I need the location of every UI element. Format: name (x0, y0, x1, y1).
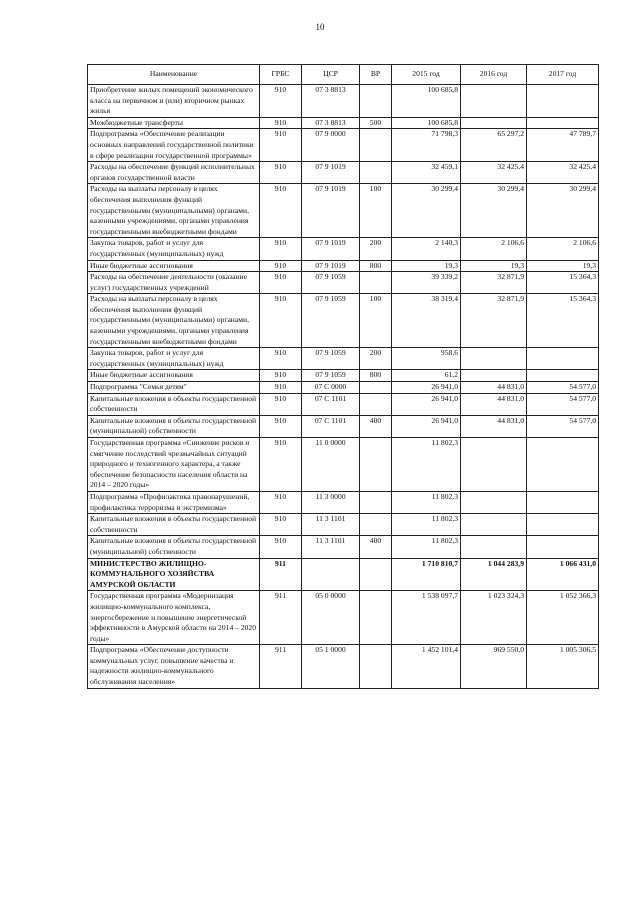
cell-grbs: 910 (260, 294, 302, 348)
header-csr: ЦСР (302, 65, 360, 85)
cell-2015: 1 452 101,4 (392, 645, 461, 688)
cell-vr (360, 438, 392, 492)
cell-csr (302, 558, 360, 591)
cell-2016: 44 831,0 (461, 393, 527, 415)
cell-vr (360, 382, 392, 394)
cell-csr: 07 9 1019 (302, 162, 360, 184)
table-row (88, 415, 599, 437)
cell-csr: 05 1 0000 (302, 645, 360, 688)
cell-grbs: 910 (260, 514, 302, 536)
cell-2015: 100 685,8 (392, 117, 461, 129)
cell-2015: 11 802,3 (392, 536, 461, 558)
cell-vr (360, 272, 392, 294)
cell-csr: 07 С 0000 (302, 382, 360, 394)
table-row (88, 514, 599, 536)
cell-2017: 15 364,3 (527, 294, 599, 348)
cell-csr: 07 9 1019 (302, 260, 360, 272)
cell-grbs: 910 (260, 184, 302, 238)
cell-2015: 1 710 810,7 (392, 558, 461, 591)
cell-name: Государственная программа «Снижение рисков и смягчение последствий чрезвычайных ситуаций природного и техногенного характера, а также обеспечение безопасности населения области на 2014 – 2020 годы» (88, 438, 260, 492)
header-2015: 2015 год (392, 65, 461, 85)
cell-name: Подпрограмма "Семья детям" (88, 382, 260, 394)
cell-name: Капитальные вложения в объекты государственной собственности (88, 393, 260, 415)
cell-vr (360, 558, 392, 591)
cell-vr: 200 (360, 238, 392, 260)
cell-csr: 07 9 1059 (302, 294, 360, 348)
cell-grbs: 911 (260, 558, 302, 591)
cell-2015: 30 299,4 (392, 184, 461, 238)
cell-csr: 07 3 8813 (302, 85, 360, 118)
cell-2015: 61,2 (392, 370, 461, 382)
cell-2016: 969 550,0 (461, 645, 527, 688)
cell-2015: 11 802,3 (392, 514, 461, 536)
cell-2017 (527, 438, 599, 492)
cell-vr: 800 (360, 370, 392, 382)
cell-2015: 19,3 (392, 260, 461, 272)
cell-2017: 54 577,0 (527, 393, 599, 415)
cell-2016 (461, 348, 527, 370)
cell-2015: 100 685,8 (392, 85, 461, 118)
cell-grbs: 910 (260, 162, 302, 184)
cell-vr (360, 393, 392, 415)
cell-grbs: 910 (260, 85, 302, 118)
cell-grbs: 910 (260, 260, 302, 272)
table-body (88, 85, 599, 689)
cell-2017: 54 577,0 (527, 415, 599, 437)
cell-2016: 1 044 283,9 (461, 558, 527, 591)
cell-csr: 07 9 1059 (302, 272, 360, 294)
cell-grbs: 910 (260, 536, 302, 558)
cell-2016 (461, 438, 527, 492)
cell-vr (360, 129, 392, 162)
cell-2016 (461, 491, 527, 513)
table-row (88, 645, 599, 688)
cell-vr (360, 162, 392, 184)
cell-2016: 32 871,9 (461, 272, 527, 294)
table-header-row (88, 65, 599, 85)
cell-vr (360, 514, 392, 536)
cell-2016: 2 106,6 (461, 238, 527, 260)
cell-vr (360, 591, 392, 645)
cell-2015: 26 941,0 (392, 382, 461, 394)
cell-csr: 07 9 1059 (302, 348, 360, 370)
cell-name: Закупка товаров, работ и услуг для государственных (муниципальных) нужд (88, 348, 260, 370)
cell-2016: 32 871,9 (461, 294, 527, 348)
cell-name: Расходы на выплаты персоналу в целях обеспечения выполнения функций государственными (муниципальными) органами, казенными учреждениями, органами управления государственными внебюджетными фондами (88, 184, 260, 238)
table-row (88, 536, 599, 558)
header-name: Наименование (88, 65, 260, 85)
cell-vr: 100 (360, 294, 392, 348)
cell-csr: 07 С 1101 (302, 415, 360, 437)
cell-grbs: 910 (260, 272, 302, 294)
cell-2017: 1 005 306,5 (527, 645, 599, 688)
table-row (88, 162, 599, 184)
cell-grbs: 910 (260, 491, 302, 513)
cell-2016: 44 831,0 (461, 415, 527, 437)
table-row (88, 129, 599, 162)
cell-csr: 07 9 1059 (302, 370, 360, 382)
cell-2017: 1 052 366,3 (527, 591, 599, 645)
cell-grbs: 910 (260, 393, 302, 415)
cell-name: Капитальные вложения в объекты государственной (муниципальной) собственности (88, 536, 260, 558)
cell-grbs: 910 (260, 370, 302, 382)
page-number: 10 (315, 22, 325, 32)
cell-csr: 07 3 8813 (302, 117, 360, 129)
cell-grbs: 910 (260, 238, 302, 260)
header-2017: 2017 год (527, 65, 599, 85)
cell-vr (360, 491, 392, 513)
cell-csr: 07 9 1019 (302, 184, 360, 238)
table-row (88, 382, 599, 394)
cell-2015: 26 941,0 (392, 415, 461, 437)
cell-name: Межбюджетные трансферты (88, 117, 260, 129)
cell-grbs: 910 (260, 382, 302, 394)
cell-name: Капитальные вложения в объекты государственной (муниципальной) собственности (88, 415, 260, 437)
cell-2016 (461, 85, 527, 118)
cell-grbs: 910 (260, 438, 302, 492)
cell-2016: 44 831,0 (461, 382, 527, 394)
cell-2017 (527, 536, 599, 558)
cell-vr: 800 (360, 260, 392, 272)
cell-2017: 15 364,3 (527, 272, 599, 294)
header-grbs: ГРБС (260, 65, 302, 85)
cell-grbs: 910 (260, 348, 302, 370)
cell-2015: 1 538 097,7 (392, 591, 461, 645)
table-row (88, 260, 599, 272)
table-row (88, 491, 599, 513)
cell-grbs: 910 (260, 415, 302, 437)
cell-csr: 05 0 0000 (302, 591, 360, 645)
cell-2017: 2 106,6 (527, 238, 599, 260)
table-row (88, 184, 599, 238)
cell-name: МИНИСТЕРСТВО ЖИЛИЩНО-КОММУНАЛЬНОГО ХОЗЯЙСТВА АМУРСКОЙ ОБЛАСТИ (88, 558, 260, 591)
table-row (88, 117, 599, 129)
cell-2016: 65 297,2 (461, 129, 527, 162)
cell-name: Расходы на обеспечение функций исполнительных органов государственной власти (88, 162, 260, 184)
table-row (88, 591, 599, 645)
table-row (88, 438, 599, 492)
cell-2015: 71 798,3 (392, 129, 461, 162)
cell-2015: 11 802,3 (392, 438, 461, 492)
cell-2017: 54 577,0 (527, 382, 599, 394)
cell-csr: 11 0 0000 (302, 438, 360, 492)
cell-vr (360, 645, 392, 688)
cell-2016 (461, 370, 527, 382)
cell-2017: 30 299,4 (527, 184, 599, 238)
cell-2017: 47 789,7 (527, 129, 599, 162)
table-row (88, 294, 599, 348)
budget-table (87, 64, 599, 689)
cell-2016 (461, 117, 527, 129)
cell-2015: 11 802,3 (392, 491, 461, 513)
cell-vr: 200 (360, 348, 392, 370)
cell-grbs: 911 (260, 591, 302, 645)
cell-2015: 26 941,0 (392, 393, 461, 415)
cell-csr: 11 3 1101 (302, 514, 360, 536)
cell-2017: 1 066 431,0 (527, 558, 599, 591)
header-vr: ВР (360, 65, 392, 85)
cell-vr: 100 (360, 184, 392, 238)
cell-name: Расходы на обеспечение деятельности (оказание услуг) государственных учреждений (88, 272, 260, 294)
cell-name: Закупка товаров, работ и услуг для государственных (муниципальных) нужд (88, 238, 260, 260)
cell-name: Иные бюджетные ассигнования (88, 260, 260, 272)
cell-name: Расходы на выплаты персоналу в целях обеспечения выполнения функций государственными (муниципальными) органами, казенными учреждениями, органами управления государственными внебюджетными фондами (88, 294, 260, 348)
cell-2016 (461, 514, 527, 536)
table-row (88, 348, 599, 370)
cell-2016: 19,3 (461, 260, 527, 272)
cell-grbs: 911 (260, 645, 302, 688)
cell-2015: 32 459,1 (392, 162, 461, 184)
table-row (88, 370, 599, 382)
cell-csr: 07 9 1019 (302, 238, 360, 260)
table-row (88, 272, 599, 294)
table-row (88, 238, 599, 260)
cell-2016: 32 425,4 (461, 162, 527, 184)
table-row (88, 393, 599, 415)
cell-2015: 2 140,3 (392, 238, 461, 260)
cell-2017 (527, 370, 599, 382)
cell-csr: 07 9 0000 (302, 129, 360, 162)
cell-2015: 39 339,2 (392, 272, 461, 294)
cell-name: Иные бюджетные ассигнования (88, 370, 260, 382)
cell-csr: 07 С 1101 (302, 393, 360, 415)
cell-vr: 400 (360, 415, 392, 437)
cell-2017 (527, 514, 599, 536)
table-row (88, 85, 599, 118)
cell-vr: 500 (360, 117, 392, 129)
cell-name: Подпрограмма «Профилактика правонарушений, профилактика терроризма и экстремизма» (88, 491, 260, 513)
cell-name: Капитальные вложения в объекты государственной собственности (88, 514, 260, 536)
cell-2017: 32 425,4 (527, 162, 599, 184)
cell-vr: 400 (360, 536, 392, 558)
cell-csr: 11 3 0000 (302, 491, 360, 513)
cell-2016: 30 299,4 (461, 184, 527, 238)
cell-2015: 958,6 (392, 348, 461, 370)
cell-vr (360, 85, 392, 118)
cell-2017 (527, 85, 599, 118)
header-2016: 2016 год (461, 65, 527, 85)
cell-2017: 19,3 (527, 260, 599, 272)
cell-2015: 38 319,4 (392, 294, 461, 348)
cell-name: Подпрограмма «Обеспечение реализации основных направлений государственной политики в сфере реализации государственной программы» (88, 129, 260, 162)
cell-2016 (461, 536, 527, 558)
cell-grbs: 910 (260, 129, 302, 162)
cell-csr: 11 3 1101 (302, 536, 360, 558)
cell-name: Подпрограмма «Обеспечение доступности коммунальных услуг, повышение качества и надежности жилищно-коммунального обслуживания населения» (88, 645, 260, 688)
cell-name: Приобретение жилых помещений экономического класса на первичном и (или) вторичном рынках жилья (88, 85, 260, 118)
cell-grbs: 910 (260, 117, 302, 129)
cell-2017 (527, 491, 599, 513)
cell-2017 (527, 117, 599, 129)
table-row (88, 558, 599, 591)
cell-name: Государственная программа «Модернизация жилищно-коммунального комплекса, энергосбережение и повышение энергетической эффективности в Амурской области на 2014 – 2020 годы» (88, 591, 260, 645)
cell-2016: 1 023 324,3 (461, 591, 527, 645)
cell-2017 (527, 348, 599, 370)
